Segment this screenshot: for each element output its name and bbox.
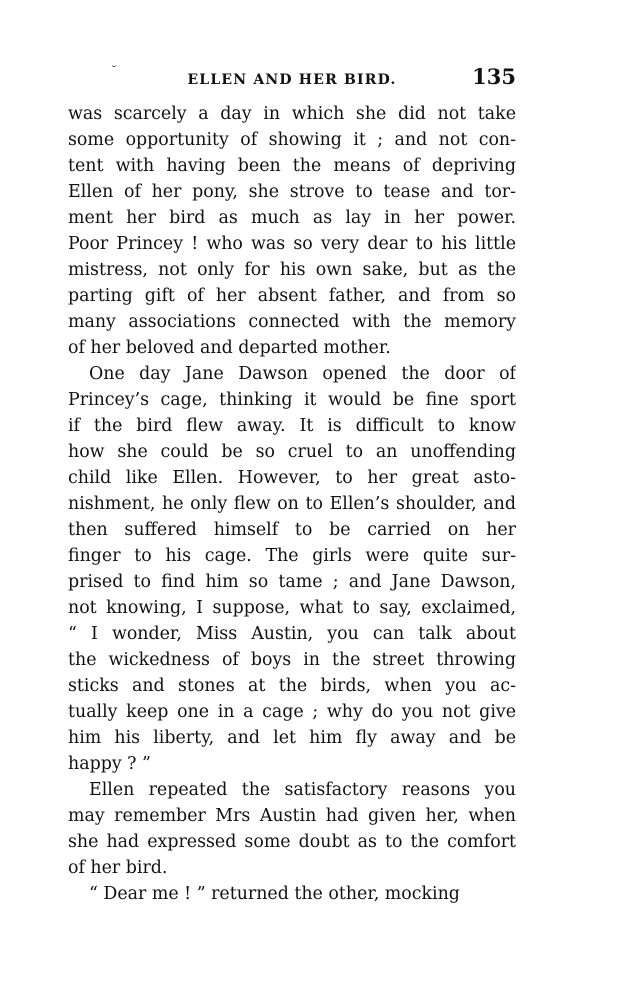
page-number: 135: [472, 64, 516, 89]
text-line: Ellen of her pony, she strove to tease and tor-: [68, 182, 516, 202]
text-line: then suffered himself to be carried on her: [68, 520, 516, 540]
text-line: “ Dear me ! ” returned the other, mocking: [89, 884, 460, 904]
text-line: him his liberty, and let him fly away and be: [68, 728, 516, 748]
text-line: the wickedness of boys in the street throwing: [68, 650, 516, 670]
text-line: some opportunity of showing it ; and not con-: [68, 130, 516, 150]
text-line: child like Ellen. However, to her great asto-: [68, 468, 516, 488]
text-line: One day Jane Dawson opened the door of: [89, 364, 516, 384]
page-header: [68, 64, 516, 94]
text-line: how she could be so cruel to an unoffending: [68, 442, 516, 462]
text-line: of her beloved and departed mother.: [68, 338, 391, 358]
text-line: finger to his cage. The girls were quite sur-: [68, 546, 516, 566]
text-line: tually keep one in a cage ; why do you not give: [68, 702, 516, 722]
text-line: Ellen repeated the satisfactory reasons you: [89, 780, 516, 800]
text-line: if the bird flew away. It is difficult to know: [68, 416, 516, 436]
running-head: ELLEN AND HER BIRD.: [187, 72, 397, 88]
text-line: many associations connected with the memory: [68, 312, 516, 332]
text-line: ment her bird as much as lay in her power.: [68, 208, 516, 228]
text-line: of her bird.: [68, 858, 168, 878]
text-line: mistress, not only for his own sake, but as the: [68, 260, 516, 280]
text-line: “ I wonder, Miss Austin, you can talk about: [68, 624, 516, 644]
text-line: prised to find him so tame ; and Jane Dawson,: [68, 572, 516, 592]
ink-mark: ˘: [111, 64, 117, 78]
text-line: parting gift of her absent father, and from so: [68, 286, 516, 306]
text-line: happy ? ”: [68, 754, 151, 774]
text-line: Poor Princey ! who was so very dear to his little: [68, 234, 516, 254]
text-line: was scarcely a day in which she did not take: [68, 104, 516, 124]
paragraph: [68, 777, 516, 881]
paragraph: [68, 101, 516, 361]
text-line: not knowing, I suppose, what to say, exclaimed,: [68, 598, 516, 618]
text-line: may remember Mrs Austin had given her, when: [68, 806, 516, 826]
paragraph: [68, 881, 516, 907]
text-line: Princey’s cage, thinking it would be fine sport: [68, 390, 516, 410]
text-line: tent with having been the means of depriving: [68, 156, 516, 176]
text-line: she had expressed some doubt as to the comfort: [68, 832, 516, 852]
paragraph: [68, 361, 516, 777]
text-line: nishment, he only flew on to Ellen’s shoulder, and: [68, 494, 516, 514]
body-text: [68, 101, 516, 907]
text-line: sticks and stones at the birds, when you ac-: [68, 676, 516, 696]
